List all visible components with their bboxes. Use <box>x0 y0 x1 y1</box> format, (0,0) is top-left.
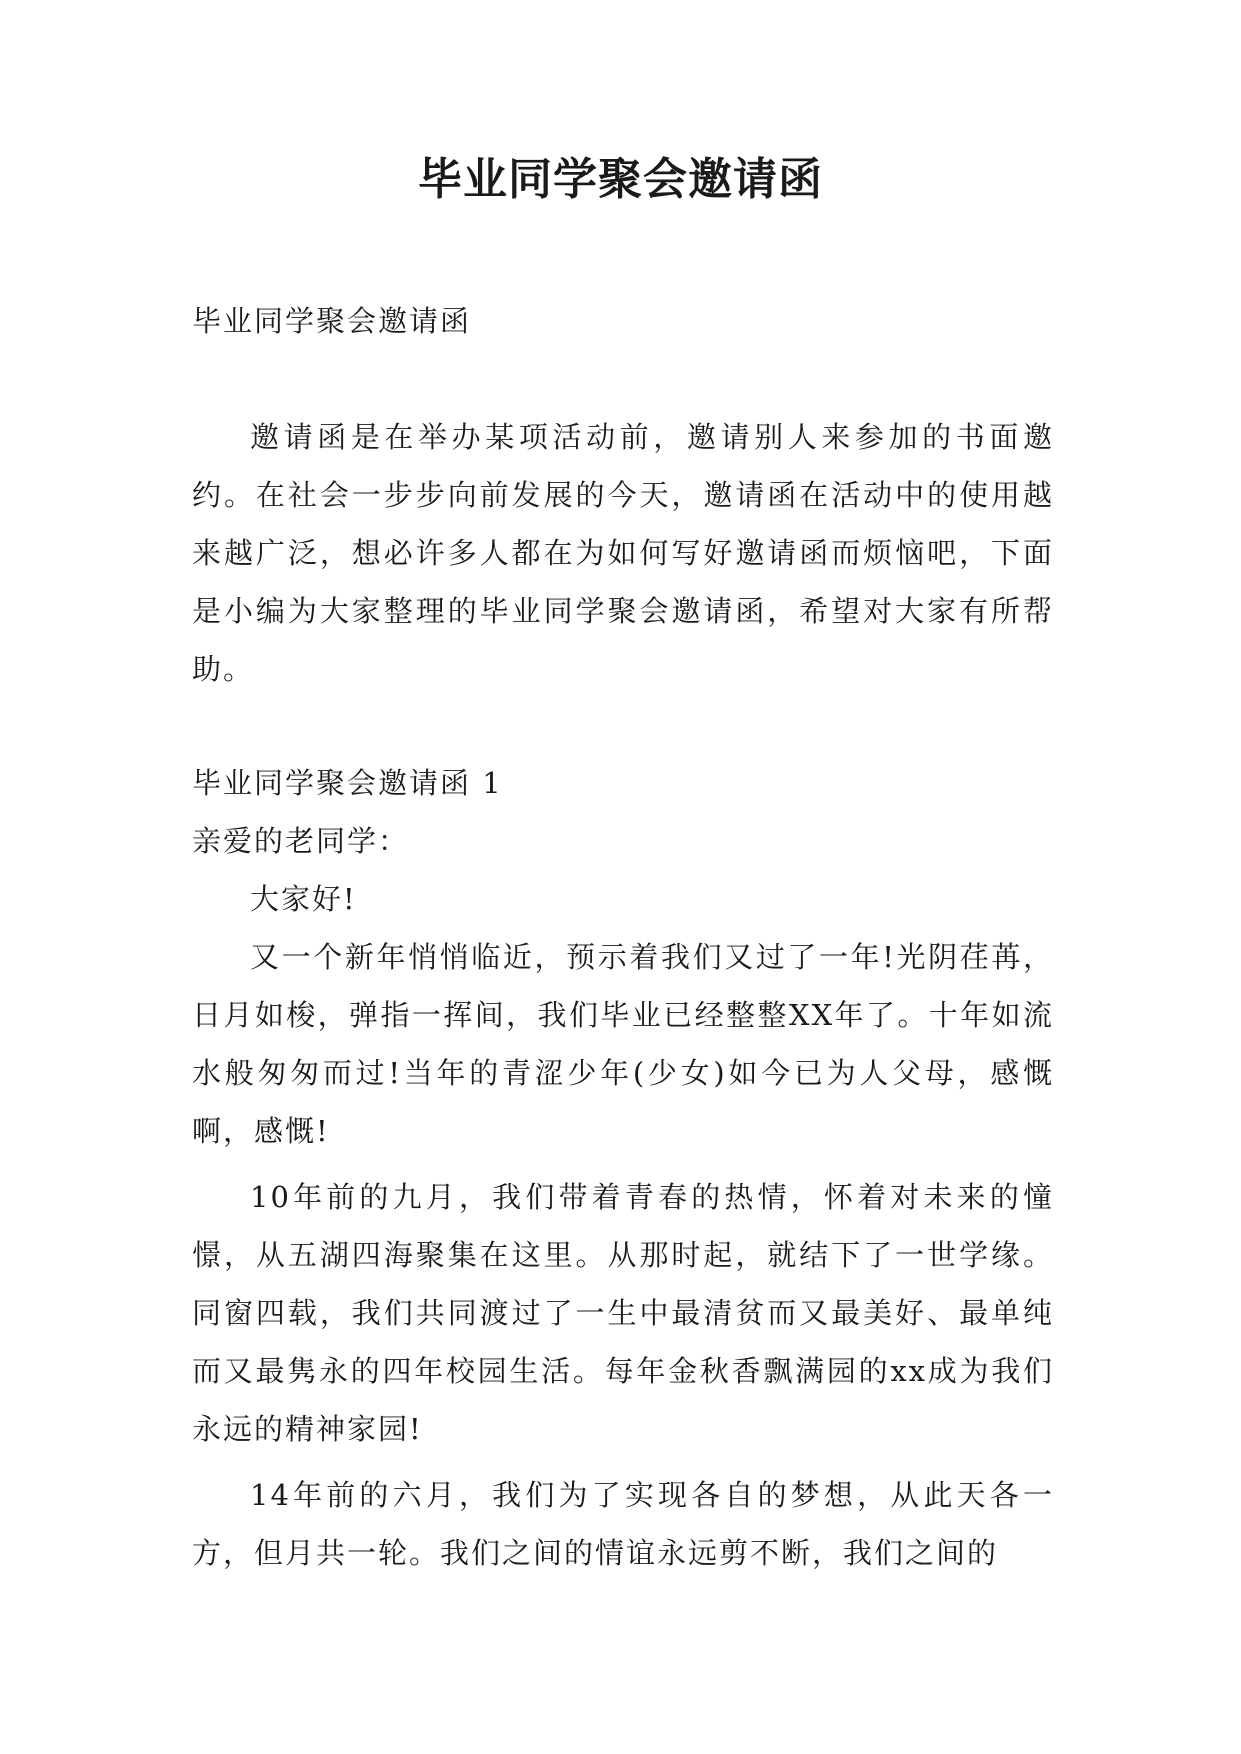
document-title: 毕业同学聚会邀请函 <box>418 154 823 205</box>
intro-paragraph: 邀请函是在举办某项活动前，邀请别人来参加的书面邀约。在社会一步步向前发展的今天，邀请函在活动中的使用越来越广泛，想必许多人都在为如何写好邀请函而烦恼吧，下面是小编为大家整理的毕业同学聚会邀请函，希望对大家有所帮助。 <box>192 420 1054 686</box>
body-paragraph: 14年前的六月，我们为了实现各自的梦想，从此天各一方，但月共一轮。我们之间的情谊永远剪不断，我们之间的 <box>192 1478 1054 1570</box>
body-paragraph: 10年前的九月，我们带着青春的热情，怀着对未来的憧憬，从五湖四海聚集在这里。从那时起，就结下了一世学缘。同窗四载，我们共同渡过了一生中最清贫而又最美好、最单纯而又最隽永的四年校园生活。每年金秋香飘满园的xx成为我们永远的精神家园! <box>192 1180 1054 1446</box>
body-paragraph: 又一个新年悄悄临近，预示着我们又过了一年!光阴荏苒，日月如梭，弹指一挥间，我们毕业已经整整XX年了。十年如流水般匆匆而过!当年的青涩少年(少女)如今已为人父母，感慨啊，感慨! <box>192 940 1054 1148</box>
document-body <box>192 292 1054 1582</box>
salutation: 亲爱的老同学： <box>192 824 410 858</box>
document-subtitle: 毕业同学聚会邀请函 <box>192 304 472 338</box>
greeting: 大家好! <box>250 882 357 916</box>
section-heading: 毕业同学聚会邀请函 1 <box>192 766 503 800</box>
